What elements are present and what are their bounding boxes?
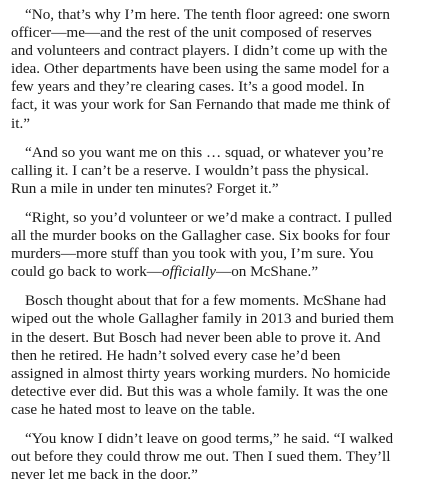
- paragraph-1: [11, 6, 428, 133]
- line-part: could go back to work—: [11, 263, 162, 281]
- line: calling it. I can’t be a reserve. I wouldn’t pass the physical.: [11, 161, 369, 179]
- paragraph-2: [11, 144, 428, 198]
- line: never let me back in the door.”: [11, 466, 198, 484]
- line: detective ever did. But this was a whole family. It was the one: [11, 382, 388, 400]
- line: in the desert. But Bosch had never been able to prove it. And: [11, 328, 381, 346]
- line: “And so you want me on this … squad, or whatever you’re: [25, 143, 384, 161]
- paragraph-5: [11, 430, 428, 484]
- italic-emphasis: officially: [162, 263, 216, 281]
- line: “You know I didn’t leave on good terms,” he said. “I walked: [25, 429, 394, 447]
- line: Run a mile in under ten minutes? Forget it.”: [11, 179, 279, 197]
- line: assigned in almost thirty years working murders. No homicide: [11, 364, 391, 382]
- line: then he retired. He hadn’t solved every case he’d been: [11, 346, 341, 364]
- book-page: [11, 6, 428, 484]
- line: Bosch thought about that for a few moments. McShane had: [25, 292, 387, 310]
- paragraph-4: [11, 292, 428, 419]
- line: and volunteers and contract players. I didn’t come up with the: [11, 42, 388, 60]
- paragraph-3: [11, 209, 428, 281]
- line: “Right, so you’d volunteer or we’d make a contract. I pulled: [25, 208, 392, 226]
- line: case he hated most to leave on the table.: [11, 400, 256, 418]
- line: wiped out the whole Gallagher family in 2013 and buried them: [11, 310, 394, 328]
- line: few years and they’re clearing cases. It’s a good model. In: [11, 78, 365, 96]
- line: out before they could throw me out. Then I sued them. They’ll: [11, 448, 391, 466]
- line: officer—me—and the rest of the unit composed of reserves: [11, 24, 372, 42]
- line: all the murder books on the Gallagher case. Six books for four: [11, 227, 390, 245]
- line: fact, it was your work for San Fernando that made me think of: [11, 96, 391, 114]
- line: idea. Other departments have been using the same model for a: [11, 60, 390, 78]
- line: it.”: [11, 114, 30, 132]
- line-part: —on McShane.”: [216, 263, 319, 281]
- line: murders—more stuff than you took with you, I’m sure. You: [11, 245, 374, 263]
- line: “No, that’s why I’m here. The tenth floor agreed: one sworn: [25, 6, 390, 23]
